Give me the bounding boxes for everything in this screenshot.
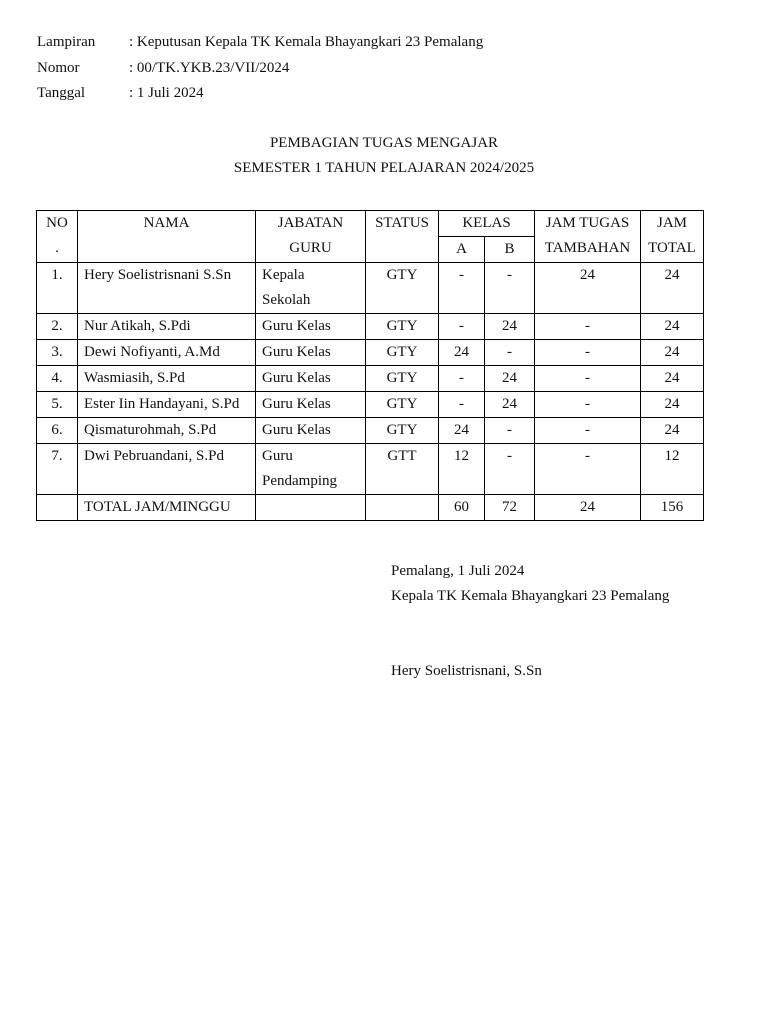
cell-jabatan: Guru Kelas <box>256 418 366 444</box>
table-row <box>37 444 704 495</box>
teaching-assignment-table <box>36 210 704 521</box>
cell-no: 1. <box>37 263 78 314</box>
header-jam-tugas <box>535 211 641 263</box>
cell-total-b: 72 <box>485 495 535 521</box>
cell-kelas-a: - <box>439 366 485 392</box>
cell-nama: Nur Atikah, S.Pdi <box>78 314 256 340</box>
cell-no-empty <box>37 495 78 521</box>
cell-no: 7. <box>37 444 78 495</box>
cell-kelas-a: - <box>439 392 485 418</box>
table-row <box>37 418 704 444</box>
header-no-dot: . <box>55 240 59 256</box>
header-value: : 00/TK.YKB.23/VII/2024 <box>129 59 290 76</box>
cell-kelas-b: - <box>485 444 535 495</box>
cell-jabatan-line1: Kepala <box>262 267 305 283</box>
cell-jam-tambahan: 24 <box>535 263 641 314</box>
table-row <box>37 263 704 314</box>
cell-jabatan-line1: Guru <box>262 448 293 464</box>
cell-status: GTY <box>366 263 439 314</box>
header-label: Lampiran <box>37 34 96 50</box>
header-jam-tugas-line1: JAM TUGAS <box>545 215 630 231</box>
header-jam-total-line1: JAM <box>656 215 687 231</box>
document-title <box>0 131 768 181</box>
cell-jam-tambahan: - <box>535 444 641 495</box>
cell-kelas-a: 24 <box>439 418 485 444</box>
cell-jam-tambahan: - <box>535 418 641 444</box>
cell-kelas-a: - <box>439 314 485 340</box>
cell-kelas-a: - <box>439 263 485 314</box>
header-row-tanggal <box>37 81 483 107</box>
cell-kelas-b: - <box>485 418 535 444</box>
header-jam-total-line2: TOTAL <box>648 240 696 256</box>
header-nama: NAMA <box>78 211 256 263</box>
header-jabatan <box>256 211 366 263</box>
table-row <box>37 366 704 392</box>
header-row-nomor <box>37 56 483 82</box>
cell-jam-total: 24 <box>641 314 704 340</box>
signature-space <box>391 609 669 659</box>
cell-jam-total: 24 <box>641 392 704 418</box>
header-no-text: NO <box>46 215 68 231</box>
cell-jam-tambahan: - <box>535 392 641 418</box>
header-label: Nomor <box>37 59 80 76</box>
cell-jabatan-line2: Sekolah <box>262 292 311 308</box>
cell-status: GTY <box>366 392 439 418</box>
cell-jam-tambahan: - <box>535 314 641 340</box>
cell-total-a: 60 <box>439 495 485 521</box>
cell-jabatan <box>256 444 366 495</box>
table-header-row <box>37 211 704 237</box>
cell-no: 3. <box>37 340 78 366</box>
cell-nama: Hery Soelistrisnani S.Sn <box>78 263 256 314</box>
signature-block <box>391 559 669 684</box>
header-jabatan-line1: JABATAN <box>277 215 344 231</box>
cell-jabatan-line2: Pendamping <box>262 473 337 489</box>
cell-kelas-b: 24 <box>485 366 535 392</box>
cell-jabatan: Guru Kelas <box>256 392 366 418</box>
cell-jam-total: 24 <box>641 340 704 366</box>
cell-status: GTT <box>366 444 439 495</box>
cell-no: 2. <box>37 314 78 340</box>
header-kelas-b: B <box>485 237 535 263</box>
cell-no: 6. <box>37 418 78 444</box>
cell-jam-total: 24 <box>641 366 704 392</box>
cell-kelas-a: 24 <box>439 340 485 366</box>
title-line-2: SEMESTER 1 TAHUN PELAJARAN 2024/2025 <box>233 160 535 176</box>
cell-status: GTY <box>366 366 439 392</box>
header-row-lampiran <box>37 30 483 56</box>
signature-place-date: Pemalang, 1 Juli 2024 <box>391 563 525 579</box>
header-kelas-a: A <box>439 237 485 263</box>
signature-position: Kepala TK Kemala Bhayangkari 23 Pemalang <box>391 588 670 604</box>
cell-jabatan: Guru Kelas <box>256 340 366 366</box>
cell-jabatan: Guru Kelas <box>256 366 366 392</box>
cell-no: 4. <box>37 366 78 392</box>
cell-jam-tambahan: - <box>535 366 641 392</box>
table-row <box>37 392 704 418</box>
header-no <box>37 211 78 263</box>
header-jabatan-line2: GURU <box>289 240 332 256</box>
cell-status-empty <box>366 495 439 521</box>
cell-kelas-b: 24 <box>485 314 535 340</box>
table-row <box>37 340 704 366</box>
header-kelas: KELAS <box>439 211 535 237</box>
header-value: : 1 Juli 2024 <box>129 85 204 101</box>
cell-kelas-a: 12 <box>439 444 485 495</box>
title-line-1: PEMBAGIAN TUGAS MENGAJAR <box>269 135 499 151</box>
cell-status: GTY <box>366 418 439 444</box>
header-jam-tugas-line2: TAMBAHAN <box>544 240 631 256</box>
cell-nama: Wasmiasih, S.Pd <box>78 366 256 392</box>
table-row <box>37 314 704 340</box>
cell-status: GTY <box>366 340 439 366</box>
cell-jabatan <box>256 263 366 314</box>
cell-nama: Dwi Pebruandani, S.Pd <box>78 444 256 495</box>
header-value: : Keputusan Kepala TK Kemala Bhayangkari 23 Pemalang <box>129 34 484 50</box>
cell-jam-total: 24 <box>641 263 704 314</box>
cell-nama: Qismaturohmah, S.Pd <box>78 418 256 444</box>
cell-total-label: TOTAL JAM/MINGGU <box>78 495 256 521</box>
header-jam-total <box>641 211 704 263</box>
cell-status: GTY <box>366 314 439 340</box>
header-label: Tanggal <box>37 85 86 101</box>
cell-jam-total: 24 <box>641 418 704 444</box>
header-block <box>37 30 483 107</box>
cell-total-total: 156 <box>641 495 704 521</box>
signature-name: Hery Soelistrisnani, S.Sn <box>391 663 542 679</box>
cell-kelas-b: 24 <box>485 392 535 418</box>
cell-kelas-b: - <box>485 263 535 314</box>
cell-kelas-b: - <box>485 340 535 366</box>
cell-no: 5. <box>37 392 78 418</box>
cell-jabatan: Guru Kelas <box>256 314 366 340</box>
cell-jam-total: 12 <box>641 444 704 495</box>
cell-nama: Dewi Nofiyanti, A.Md <box>78 340 256 366</box>
cell-nama: Ester Iin Handayani, S.Pd <box>78 392 256 418</box>
cell-total-tambahan: 24 <box>535 495 641 521</box>
cell-jam-tambahan: - <box>535 340 641 366</box>
cell-jabatan-empty <box>256 495 366 521</box>
header-status: STATUS <box>366 211 439 263</box>
table-total-row <box>37 495 704 521</box>
